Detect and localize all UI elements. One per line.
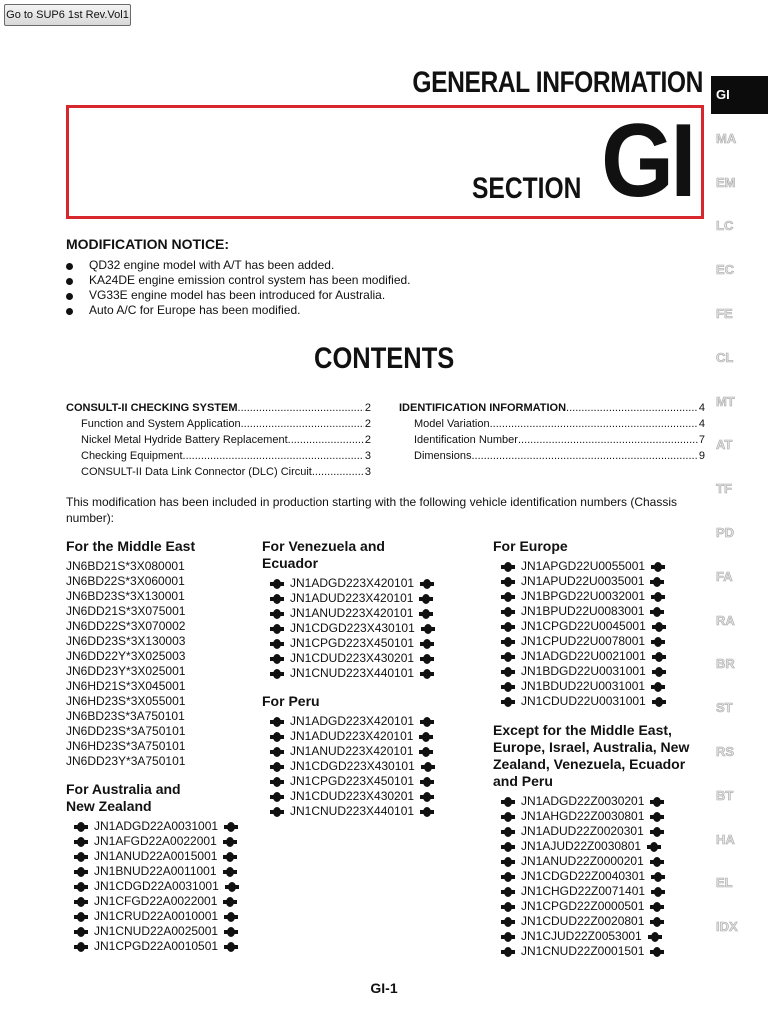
serial-mark-icon xyxy=(270,792,284,802)
serial-mark-icon xyxy=(74,837,88,847)
serial-mark-icon xyxy=(652,652,666,662)
bullet-icon xyxy=(66,278,73,285)
vin-text: JN6DD22S*3X070002 xyxy=(66,619,186,633)
vin-row xyxy=(66,864,266,879)
tab-st[interactable]: ST xyxy=(716,700,733,716)
vin-row xyxy=(493,589,703,604)
vin-text: JN1ADGD223X420101 xyxy=(290,714,415,728)
serial-mark-icon xyxy=(224,822,238,832)
serial-mark-icon xyxy=(419,609,433,619)
toc-label: Model Variation xyxy=(414,418,490,430)
vin-text: JN1CPGD223X450101 xyxy=(290,774,415,788)
serial-mark-icon xyxy=(650,827,664,837)
contents-title: CONTENTS xyxy=(314,342,455,375)
serial-mark-icon xyxy=(501,887,515,897)
serial-mark-icon xyxy=(650,902,664,912)
vin-row xyxy=(66,574,256,589)
vin-text: JN6HD23S*3A750101 xyxy=(66,739,186,753)
bullet-icon xyxy=(66,308,73,315)
serial-mark-icon xyxy=(270,624,284,634)
vin-row xyxy=(66,724,256,739)
vin-text: JN6BD22S*3X060001 xyxy=(66,574,185,588)
serial-mark-icon xyxy=(501,902,515,912)
toc-page: 4 xyxy=(698,418,705,430)
group-heading: For Venezuela and Ecuador xyxy=(262,538,385,571)
toc-entry[interactable] xyxy=(81,465,371,480)
vin-row xyxy=(262,714,462,729)
vin-text: JN1BPUD22U0083001 xyxy=(521,604,645,618)
vin-row xyxy=(66,739,256,754)
toc-heading-entry[interactable] xyxy=(66,401,371,416)
toc-leader xyxy=(312,465,364,480)
vin-text: JN1CPGD22Z0000501 xyxy=(521,899,645,913)
vin-text: JN6DD22Y*3X025003 xyxy=(66,649,186,663)
go-to-sup6-button[interactable]: Go to SUP6 1st Rev.Vol1 xyxy=(4,4,131,26)
tab-em[interactable]: EM xyxy=(716,174,736,190)
vin-text: JN1CDGD22Z0040301 xyxy=(521,869,646,883)
group-heading: For Europe xyxy=(493,538,568,554)
vin-text: JN1ADUD223X420101 xyxy=(290,591,414,605)
serial-mark-icon xyxy=(650,607,664,617)
serial-mark-icon xyxy=(501,932,515,942)
toc-leader xyxy=(490,417,698,432)
vin-row xyxy=(493,604,703,619)
vin-row xyxy=(493,914,703,929)
vin-text: JN1CNUD22Z0001501 xyxy=(521,944,645,958)
vin-text: JN1CDUD223X430201 xyxy=(290,789,415,803)
serial-mark-icon xyxy=(652,697,666,707)
serial-mark-icon xyxy=(650,577,664,587)
toc-leader xyxy=(241,417,364,432)
serial-mark-icon xyxy=(650,947,664,957)
vin-row xyxy=(262,621,462,636)
intro-paragraph: This modification has been included in production starting with the following vehicle identification numbers (Chassis number): xyxy=(66,495,677,525)
vin-text: JN6BD23S*3A750101 xyxy=(66,709,185,723)
toc-page: 3 xyxy=(364,450,371,462)
vin-text: JN6DD23S*3X130003 xyxy=(66,634,186,648)
toc-label: CONSULT-II Data Link Connector (DLC) Circuit xyxy=(81,466,312,478)
toc-page: 3 xyxy=(364,466,371,478)
vin-row xyxy=(493,809,703,824)
serial-mark-icon xyxy=(650,917,664,927)
vin-row xyxy=(262,651,462,666)
vin-row xyxy=(493,619,703,634)
vin-row xyxy=(66,894,266,909)
vin-row xyxy=(493,649,703,664)
vin-row xyxy=(493,794,703,809)
serial-mark-icon xyxy=(270,669,284,679)
serial-mark-icon xyxy=(74,852,88,862)
serial-mark-icon xyxy=(651,682,665,692)
serial-mark-icon xyxy=(501,697,515,707)
vin-text: JN1ANUD223X420101 xyxy=(290,744,414,758)
serial-mark-icon xyxy=(647,842,661,852)
toc-leader xyxy=(238,401,364,416)
toc-page: 9 xyxy=(698,450,705,462)
serial-mark-icon xyxy=(74,882,88,892)
section-code: GI xyxy=(601,103,693,219)
serial-mark-icon xyxy=(419,594,433,604)
serial-mark-icon xyxy=(419,732,433,742)
toc-entry[interactable] xyxy=(81,449,371,464)
serial-mark-icon xyxy=(421,624,435,634)
vin-text: JN1CHGD22Z0071401 xyxy=(521,884,646,898)
vin-row xyxy=(66,679,256,694)
serial-mark-icon xyxy=(501,562,515,572)
vin-text: JN1CNUD223X440101 xyxy=(290,804,415,818)
toc-page: 4 xyxy=(698,402,705,414)
serial-mark-icon xyxy=(421,762,435,772)
serial-mark-icon xyxy=(501,827,515,837)
vin-text: JN1ADUD22Z0020301 xyxy=(521,824,644,838)
vin-text: JN1CRUD22A0010001 xyxy=(94,909,219,923)
vin-text: JN6HD23S*3X055001 xyxy=(66,694,186,708)
tab-br[interactable]: BR xyxy=(716,656,735,672)
vin-text: JN1CDGD22A0031001 xyxy=(94,879,219,893)
group-except xyxy=(493,722,703,959)
group-heading: For Australia and New Zealand xyxy=(66,781,181,814)
vin-text: JN1CDUD22Z0020801 xyxy=(521,914,645,928)
vin-row xyxy=(493,574,703,589)
modification-heading: MODIFICATION NOTICE: xyxy=(66,236,230,252)
bullet-icon xyxy=(66,293,73,300)
serial-mark-icon xyxy=(501,917,515,927)
modification-item xyxy=(66,288,411,303)
serial-mark-icon xyxy=(223,897,237,907)
serial-mark-icon xyxy=(270,777,284,787)
toc-leader xyxy=(518,433,698,448)
vin-row xyxy=(262,666,462,681)
group-peru xyxy=(262,693,462,819)
serial-mark-icon xyxy=(501,797,515,807)
serial-mark-icon xyxy=(650,857,664,867)
serial-mark-icon xyxy=(501,607,515,617)
vin-row xyxy=(493,854,703,869)
vin-row xyxy=(66,694,256,709)
vin-row xyxy=(66,754,256,769)
vin-row xyxy=(66,879,266,894)
serial-mark-icon xyxy=(270,579,284,589)
tab-ma[interactable]: MA xyxy=(716,130,737,146)
serial-mark-icon xyxy=(225,882,239,892)
serial-mark-icon xyxy=(420,807,434,817)
vin-row xyxy=(66,559,256,574)
vin-text: JN1CDGD223X430101 xyxy=(290,759,415,773)
serial-mark-icon xyxy=(501,947,515,957)
group-middle-east xyxy=(66,538,256,769)
vin-text: JN1CPGD22A0010501 xyxy=(94,939,219,953)
serial-mark-icon xyxy=(270,807,284,817)
serial-mark-icon xyxy=(224,942,238,952)
group-venezuela xyxy=(262,538,462,681)
section-word: SECTION xyxy=(471,172,581,205)
vin-text: JN6DD21S*3X075001 xyxy=(66,604,186,618)
toc-label: Identification Number xyxy=(414,434,518,446)
vin-row xyxy=(262,576,462,591)
modification-item xyxy=(66,273,411,288)
serial-mark-icon xyxy=(270,747,284,757)
serial-mark-icon xyxy=(74,897,88,907)
serial-mark-icon xyxy=(501,682,515,692)
serial-mark-icon xyxy=(651,872,665,882)
vin-row xyxy=(262,759,462,774)
tab-idx[interactable]: IDX xyxy=(716,919,738,935)
tab-tf[interactable]: TF xyxy=(716,481,732,497)
serial-mark-icon xyxy=(501,592,515,602)
vin-row xyxy=(493,559,703,574)
tab-el[interactable]: EL xyxy=(716,875,733,891)
vin-text: JN1APGD22U0055001 xyxy=(521,559,646,573)
vin-row xyxy=(262,804,462,819)
vin-text: JN6DD23Y*3A750101 xyxy=(66,754,186,768)
vin-row xyxy=(66,604,256,619)
serial-mark-icon xyxy=(420,792,434,802)
vin-text: JN6DD23S*3A750101 xyxy=(66,724,186,738)
tab-rs[interactable]: RS xyxy=(716,744,735,759)
toc-leader xyxy=(183,449,364,464)
tab-cl[interactable]: CL xyxy=(716,349,734,365)
vin-row xyxy=(66,834,266,849)
vin-row xyxy=(66,589,256,604)
serial-mark-icon xyxy=(223,852,237,862)
vin-text: JN1CNUD22A0025001 xyxy=(94,924,219,938)
vin-row xyxy=(493,634,703,649)
vin-row xyxy=(493,664,703,679)
serial-mark-icon xyxy=(270,762,284,772)
serial-mark-icon xyxy=(651,887,665,897)
vin-row xyxy=(262,591,462,606)
serial-mark-icon xyxy=(650,797,664,807)
vin-row xyxy=(66,619,256,634)
modification-text: Auto A/C for Europe has been modified. xyxy=(89,303,301,317)
vin-text: JN1CDGD223X430101 xyxy=(290,621,415,635)
modification-item xyxy=(66,258,411,273)
vin-text: JN1ADGD223X420101 xyxy=(290,576,415,590)
serial-mark-icon xyxy=(420,777,434,787)
serial-mark-icon xyxy=(652,622,666,632)
bullet-icon xyxy=(66,263,73,270)
vin-text: JN1CFGD22A0022001 xyxy=(94,894,218,908)
serial-mark-icon xyxy=(224,927,238,937)
vin-row xyxy=(66,664,256,679)
serial-mark-icon xyxy=(420,639,434,649)
vin-text: JN1CPGD22U0045001 xyxy=(521,619,646,633)
serial-mark-icon xyxy=(501,622,515,632)
vin-row xyxy=(66,819,266,834)
serial-mark-icon xyxy=(270,639,284,649)
vin-text: JN1AHGD22Z0030801 xyxy=(521,809,645,823)
vin-text: JN1APUD22U0035001 xyxy=(521,574,645,588)
vin-text: JN1CJUD22Z0053001 xyxy=(521,929,642,943)
vin-row xyxy=(66,849,266,864)
toc-entry[interactable] xyxy=(81,417,371,432)
vin-text: JN1CNUD223X440101 xyxy=(290,666,415,680)
serial-mark-icon xyxy=(74,942,88,952)
toc-leader xyxy=(288,433,364,448)
group-europe xyxy=(493,538,703,709)
vin-row xyxy=(493,839,703,854)
serial-mark-icon xyxy=(224,912,238,922)
serial-mark-icon xyxy=(420,669,434,679)
serial-mark-icon xyxy=(270,594,284,604)
modification-list xyxy=(66,258,411,318)
group-australia xyxy=(66,781,266,954)
vin-row xyxy=(262,774,462,789)
tab-pd[interactable]: PD xyxy=(716,525,735,540)
serial-mark-icon xyxy=(501,872,515,882)
vin-text: JN1ANUD223X420101 xyxy=(290,606,414,620)
toc-page: 2 xyxy=(364,418,371,430)
serial-mark-icon xyxy=(74,822,88,832)
vin-text: JN1BDGD22U0031001 xyxy=(521,664,646,678)
vin-text: JN1AFGD22A0022001 xyxy=(94,834,217,848)
tab-ra[interactable]: RA xyxy=(716,612,735,628)
serial-mark-icon xyxy=(270,732,284,742)
serial-mark-icon xyxy=(501,842,515,852)
vin-row xyxy=(493,679,703,694)
toc-label: IDENTIFICATION INFORMATION xyxy=(399,402,567,414)
tab-lc[interactable]: LC xyxy=(716,218,734,234)
group-heading: Except for the Middle East, Europe, Israel, Australia, New Zealand, Venezuela, Ecuador and Peru xyxy=(493,722,690,789)
vin-text: JN1CDUD22U0031001 xyxy=(521,694,646,708)
vin-row xyxy=(262,744,462,759)
vin-text: JN1ANUD22Z0000201 xyxy=(521,854,644,868)
group-heading: For the Middle East xyxy=(66,538,196,554)
vin-text: JN1BNUD22A0011001 xyxy=(94,864,217,878)
vin-row xyxy=(66,909,266,924)
vin-row xyxy=(262,636,462,651)
toc-page: 7 xyxy=(698,434,705,446)
serial-mark-icon xyxy=(420,579,434,589)
tab-ec[interactable]: EC xyxy=(716,262,735,278)
vin-row xyxy=(66,939,266,954)
tab-fa[interactable]: FA xyxy=(716,568,733,584)
vin-text: JN1BPGD22U0032001 xyxy=(521,589,646,603)
vin-row xyxy=(66,709,256,724)
toc-leader xyxy=(566,401,698,416)
toc-page: 2 xyxy=(364,402,371,414)
serial-mark-icon xyxy=(74,927,88,937)
serial-mark-icon xyxy=(223,837,237,847)
tab-mt[interactable]: MT xyxy=(716,393,735,409)
vin-row xyxy=(66,649,256,664)
toc-leader xyxy=(471,449,697,464)
vin-text: JN1ANUD22A0015001 xyxy=(94,849,218,863)
serial-mark-icon xyxy=(501,667,515,677)
serial-mark-icon xyxy=(651,562,665,572)
page-title: GENERAL INFORMATION xyxy=(412,66,703,99)
toc-entry[interactable] xyxy=(81,433,371,448)
section-banner xyxy=(66,105,704,219)
toc-label: Checking Equipment xyxy=(81,450,183,462)
vin-text: JN6BD21S*3X080001 xyxy=(66,559,185,573)
group-heading: For Peru xyxy=(262,693,320,709)
serial-mark-icon xyxy=(270,609,284,619)
toc-page: 2 xyxy=(364,434,371,446)
modification-text: KA24DE engine emission control system has been modified. xyxy=(89,273,411,287)
toc-label: Function and System Application xyxy=(81,418,241,430)
serial-mark-icon xyxy=(501,812,515,822)
tab-ha[interactable]: HA xyxy=(716,831,735,847)
vin-row xyxy=(66,634,256,649)
tab-gi[interactable]: GI xyxy=(711,76,768,114)
toc-heading-entry[interactable] xyxy=(399,401,705,416)
page-number: GI-1 xyxy=(370,980,398,996)
toc-label: Nickel Metal Hydride Battery Replacement xyxy=(81,434,288,446)
vin-row xyxy=(262,606,462,621)
vin-text: JN6HD21S*3X045001 xyxy=(66,679,186,693)
serial-mark-icon xyxy=(650,812,664,822)
vin-row xyxy=(493,694,703,709)
vin-row xyxy=(493,944,703,959)
vin-row xyxy=(262,729,462,744)
vin-text: JN6BD23S*3X130001 xyxy=(66,589,185,603)
serial-mark-icon xyxy=(420,654,434,664)
serial-mark-icon xyxy=(501,652,515,662)
tab-bt[interactable]: BT xyxy=(716,787,734,803)
vin-text: JN1ADUD223X420101 xyxy=(290,729,414,743)
vin-text: JN1ADGD22U0021001 xyxy=(521,649,646,663)
vin-row xyxy=(66,924,266,939)
serial-mark-icon xyxy=(652,667,666,677)
toc-label: Dimensions xyxy=(414,450,472,462)
modification-text: VG33E engine model has been introduced for Australia. xyxy=(89,288,386,302)
serial-mark-icon xyxy=(501,637,515,647)
serial-mark-icon xyxy=(419,747,433,757)
toc-entry[interactable] xyxy=(414,433,705,448)
toc-entry[interactable] xyxy=(414,449,705,464)
serial-mark-icon xyxy=(270,654,284,664)
serial-mark-icon xyxy=(651,592,665,602)
vin-row xyxy=(262,789,462,804)
serial-mark-icon xyxy=(648,932,662,942)
vin-text: JN1ADGD22Z0030201 xyxy=(521,794,645,808)
tab-at[interactable]: AT xyxy=(716,437,733,453)
serial-mark-icon xyxy=(270,717,284,727)
serial-mark-icon xyxy=(651,637,665,647)
serial-mark-icon xyxy=(420,717,434,727)
vin-text: JN1CPGD223X450101 xyxy=(290,636,415,650)
vin-text: JN6DD23Y*3X025001 xyxy=(66,664,186,678)
modification-item xyxy=(66,303,411,318)
serial-mark-icon xyxy=(74,867,88,877)
vin-text: JN1AJUD22Z0030801 xyxy=(521,839,642,853)
modification-text: QD32 engine model with A/T has been added. xyxy=(89,258,335,272)
vin-row xyxy=(493,929,703,944)
vin-row xyxy=(493,869,703,884)
serial-mark-icon xyxy=(223,867,237,877)
toc-entry[interactable] xyxy=(414,417,705,432)
vin-text: JN1BDUD22U0031001 xyxy=(521,679,646,693)
vin-row xyxy=(493,899,703,914)
vin-row xyxy=(493,824,703,839)
serial-mark-icon xyxy=(501,577,515,587)
serial-mark-icon xyxy=(74,912,88,922)
tab-fe[interactable]: FE xyxy=(716,306,733,321)
toc-label: CONSULT-II CHECKING SYSTEM xyxy=(66,402,238,414)
serial-mark-icon xyxy=(501,857,515,867)
vin-text: JN1ADGD22A0031001 xyxy=(94,819,219,833)
vin-row xyxy=(493,884,703,899)
vin-text: JN1CDUD223X430201 xyxy=(290,651,415,665)
vin-text: JN1CPUD22U0078001 xyxy=(521,634,646,648)
